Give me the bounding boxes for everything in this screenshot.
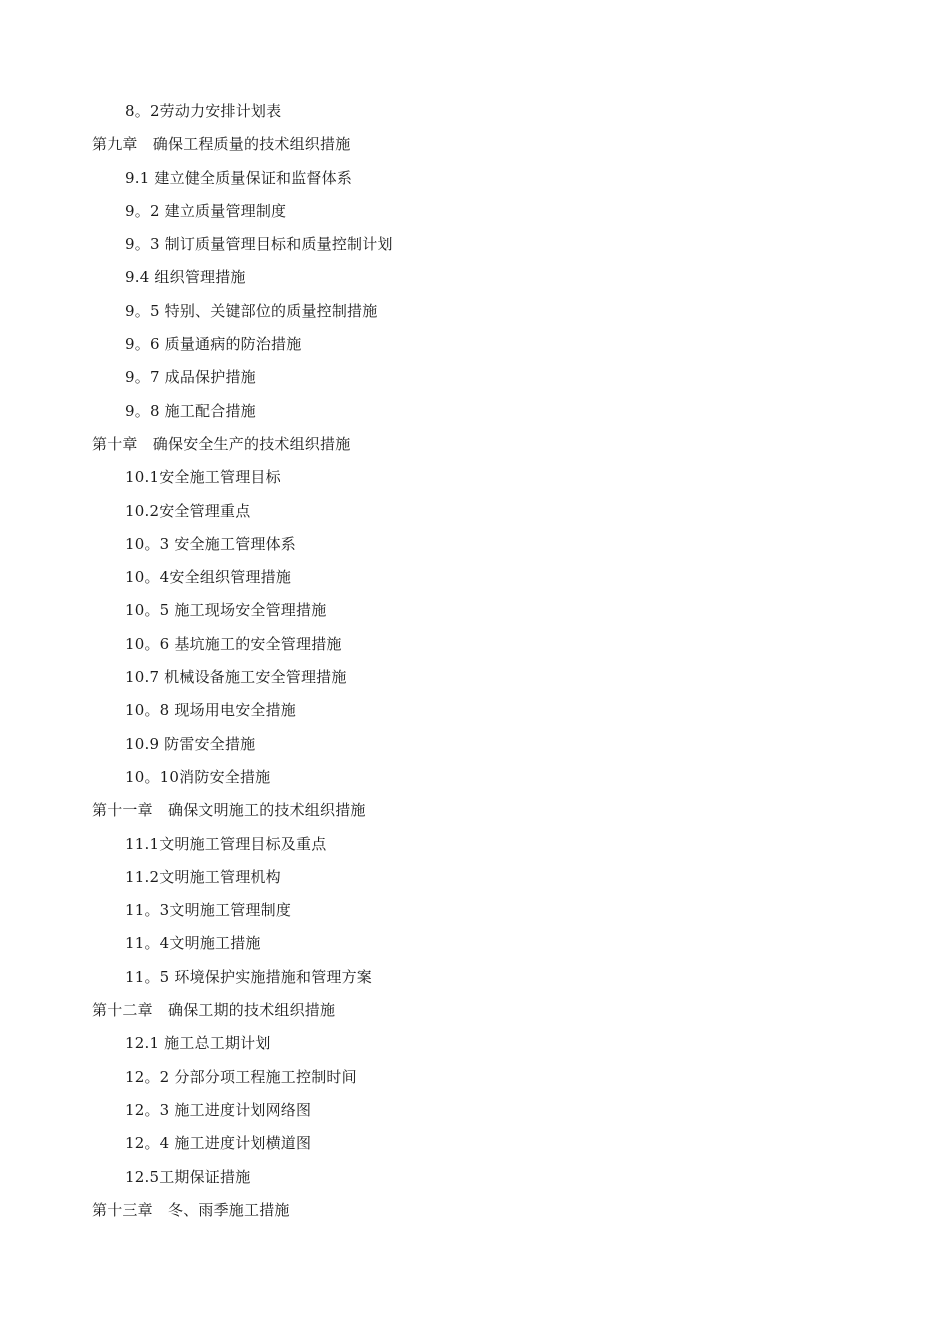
- toc-section-item: 10.7 机械设备施工安全管理措施: [125, 668, 347, 687]
- toc-section-item: 12。3 施工进度计划网络图: [125, 1100, 312, 1119]
- toc-chapter-heading: 第十二章 确保工期的技术组织措施: [92, 1001, 336, 1020]
- toc-section-item: 9.4 组织管理措施: [125, 268, 246, 287]
- toc-chapter-heading: 第十三章 冬、雨季施工措施: [92, 1200, 290, 1219]
- table-of-contents: [0, 95, 950, 1227]
- toc-section-item: 10。3 安全施工管理体系: [125, 534, 296, 553]
- toc-chapter-heading: 第九章 确保工程质量的技术组织措施: [92, 135, 351, 154]
- toc-section-item: 9。6 质量通病的防治措施: [125, 335, 302, 354]
- toc-section-item: 11.2文明施工管理机构: [125, 867, 281, 886]
- toc-chapter-heading: 第十一章 确保文明施工的技术组织措施: [92, 801, 366, 820]
- toc-section-item: 10。5 施工现场安全管理措施: [125, 601, 327, 620]
- toc-section-item: 11。4文明施工措施: [125, 934, 261, 953]
- toc-section-item: 9。8 施工配合措施: [125, 401, 256, 420]
- toc-section-item: 12.1 施工总工期计划: [125, 1034, 271, 1053]
- toc-section-item: 10。10消防安全措施: [125, 767, 271, 786]
- toc-section-item: 10.2安全管理重点: [125, 501, 251, 520]
- toc-section-item: 8。2劳动力安排计划表: [125, 102, 282, 120]
- toc-section-item: 12.5工期保证措施: [125, 1167, 251, 1186]
- toc-section-item: 9。7 成品保护措施: [125, 368, 256, 387]
- toc-section-item: 10。8 现场用电安全措施: [125, 701, 296, 720]
- toc-section-item: 9。5 特别、关键部位的质量控制措施: [125, 301, 378, 320]
- toc-section-item: 12。4 施工进度计划横道图: [125, 1134, 312, 1153]
- toc-section-item: 12。2 分部分项工程施工控制时间: [125, 1067, 357, 1086]
- toc-section-item: 10。6 基坑施工的安全管理措施: [125, 634, 342, 653]
- toc-section-item: 9。2 建立质量管理制度: [125, 201, 287, 220]
- toc-chapter-heading: 第十章 确保安全生产的技术组织措施: [92, 434, 351, 453]
- toc-section-item: 11。3文明施工管理制度: [125, 901, 292, 920]
- toc-section-item: 11。5 环境保护实施措施和管理方案: [125, 967, 372, 986]
- toc-section-item: 10。4安全组织管理措施: [125, 568, 292, 587]
- toc-section-item: 9。3 制订质量管理目标和质量控制计划: [125, 235, 393, 254]
- toc-section-item: 11.1文明施工管理目标及重点: [125, 834, 327, 853]
- toc-section-item: 10.9 防雷安全措施: [125, 734, 256, 753]
- toc-section-item: 10.1安全施工管理目标: [125, 468, 281, 487]
- toc-section-item: 9.1 建立健全质量保证和监督体系: [125, 168, 353, 187]
